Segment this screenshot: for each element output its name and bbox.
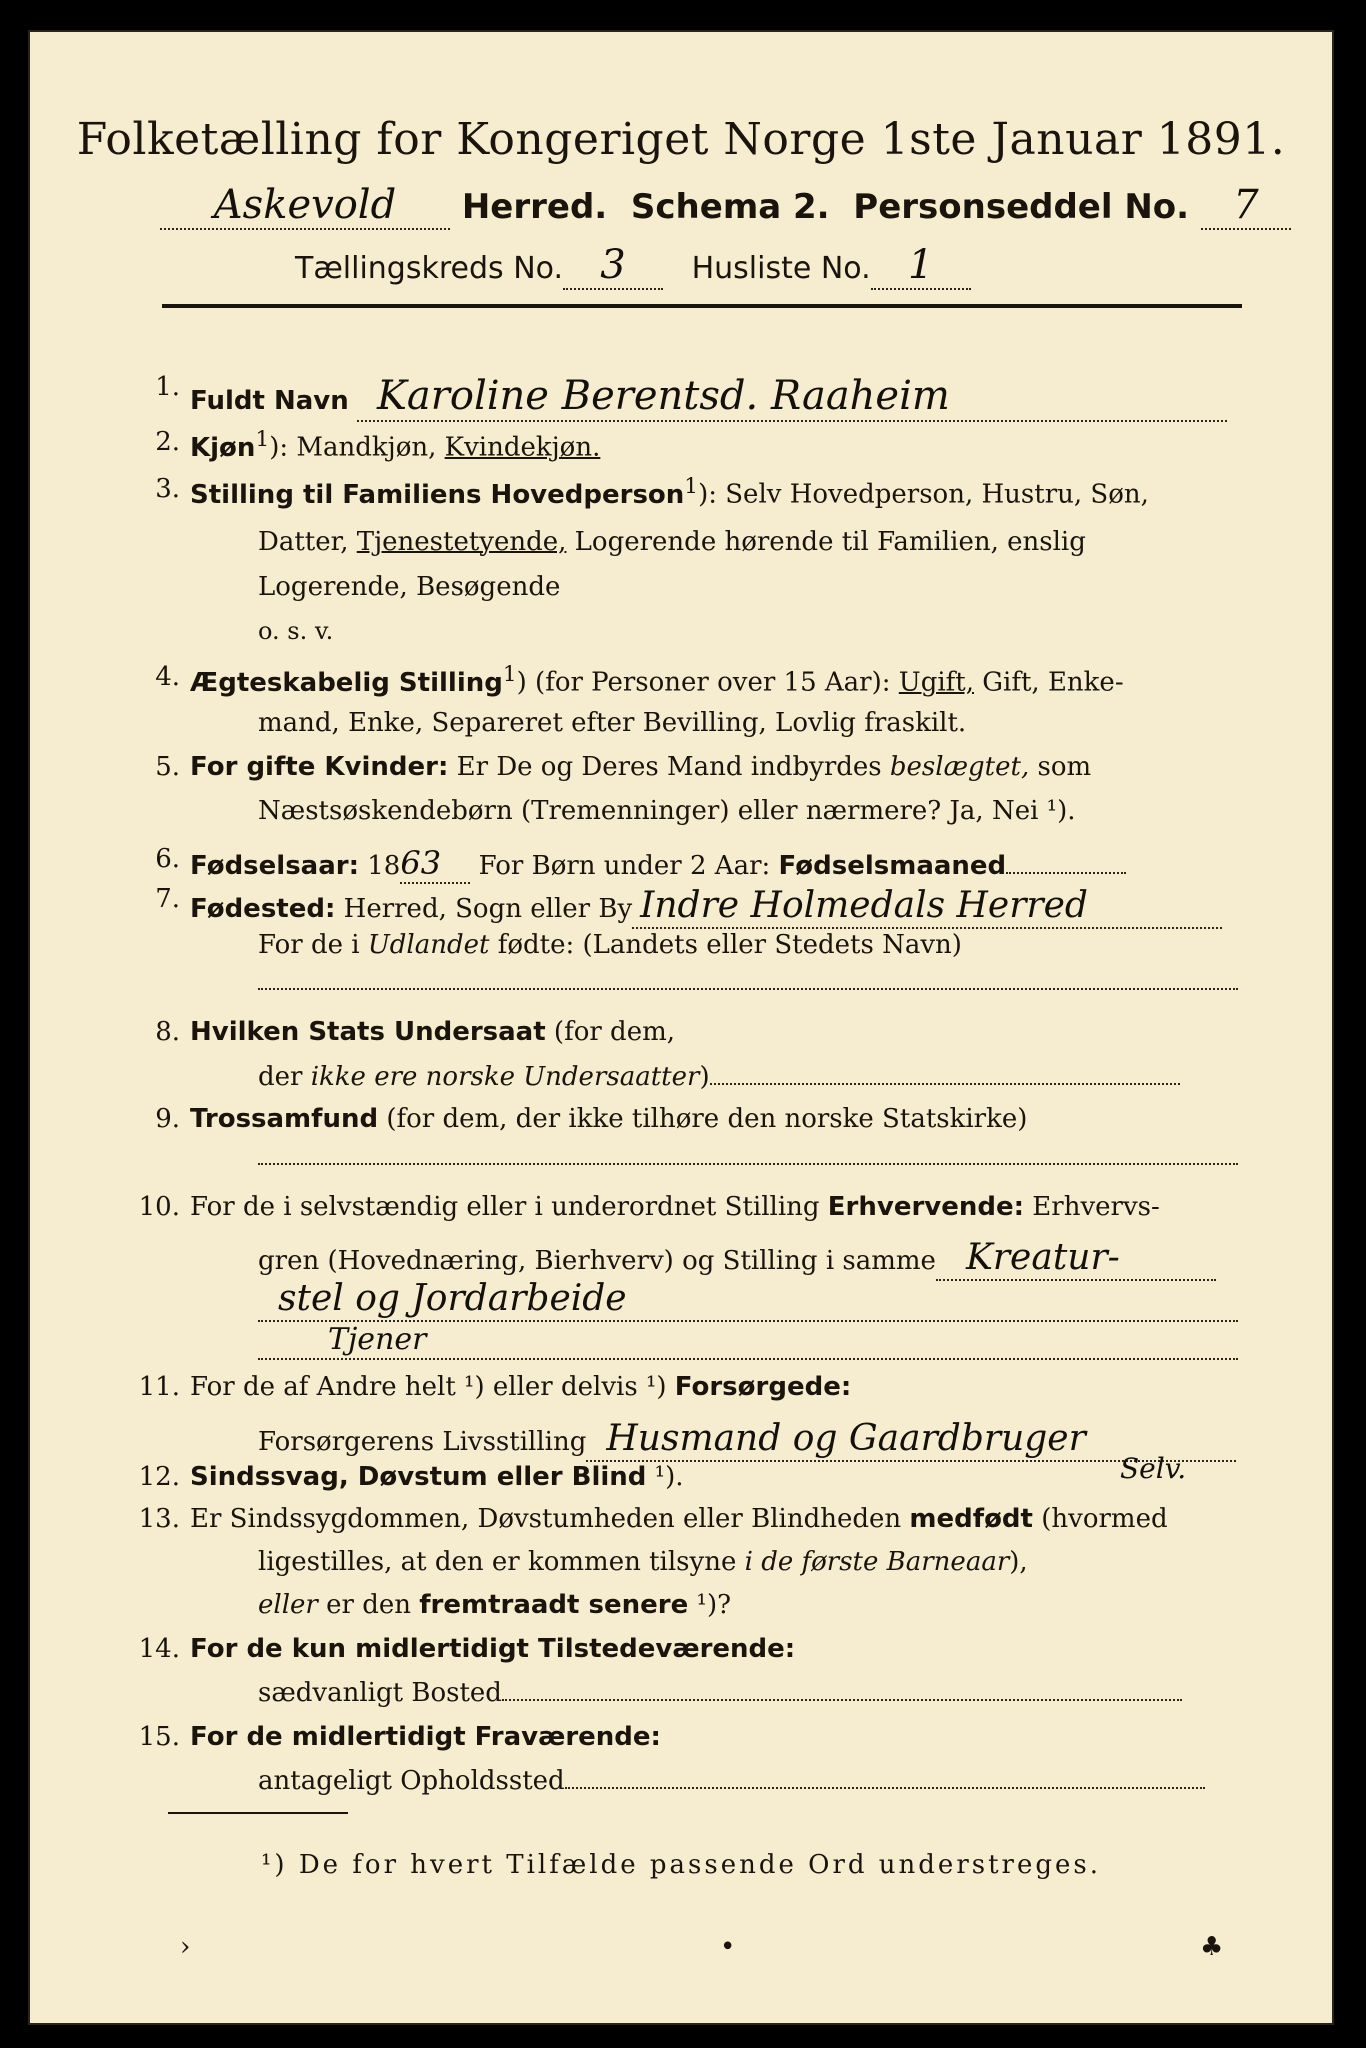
family-position-options: ): Selv Hovedperson, Hustru, Søn, bbox=[698, 479, 1149, 510]
occupation-field-3 bbox=[258, 1322, 1238, 1360]
temporary-absent-label: For de midlertidigt Fraværende: bbox=[190, 1722, 661, 1752]
question-text: ¹)? bbox=[688, 1590, 732, 1620]
item-number: 11. bbox=[138, 1372, 180, 1402]
full-name-value: Karoline Berentsd. Raaheim bbox=[377, 373, 950, 419]
occupation-field-2 bbox=[258, 1277, 1238, 1322]
item-7-line2 bbox=[258, 930, 962, 961]
item-number: 12. bbox=[138, 1462, 180, 1492]
item-number: 10. bbox=[138, 1192, 180, 1222]
item-number: 6. bbox=[155, 844, 180, 874]
item-number: 13. bbox=[138, 1504, 180, 1534]
footnote-divider bbox=[168, 1812, 348, 1814]
birthplace-field bbox=[632, 884, 1222, 929]
question-text: ¹). bbox=[646, 1462, 684, 1492]
item-13-line3 bbox=[258, 1590, 731, 1621]
item-3-line2 bbox=[258, 527, 1086, 558]
item-number: 15. bbox=[138, 1722, 180, 1752]
census-form bbox=[28, 30, 1334, 2025]
option-text: Datter, bbox=[258, 527, 357, 557]
item-14-line2 bbox=[258, 1678, 1182, 1709]
option-text: Logerende hørende til Familien, enslig bbox=[566, 527, 1086, 557]
item-11-line2 bbox=[258, 1417, 1236, 1462]
sex-label: Kjøn bbox=[190, 432, 256, 463]
question-italic: beslægtet, bbox=[889, 752, 1030, 782]
question-text: Erhvervs- bbox=[1024, 1192, 1160, 1222]
corner-mark: › bbox=[180, 1932, 191, 1962]
item-4-line2: mand, Enke, Separeret efter Bevilling, Lovlig fraskilt. bbox=[258, 708, 967, 738]
question-text: Er Sindssygdommen, Døvstumheden eller Blindheden bbox=[190, 1504, 910, 1534]
question-italic: ikke ere norske Undersaatter bbox=[310, 1062, 700, 1092]
occupation-value-3: Tjener bbox=[328, 1322, 427, 1357]
taellingskreds-value: 3 bbox=[600, 242, 626, 288]
occupation-label: Erhvervende: bbox=[827, 1192, 1025, 1222]
foreign-birthplace-field bbox=[258, 967, 1238, 998]
item-number: 4. bbox=[155, 662, 180, 692]
question-text: (hvormed bbox=[1032, 1504, 1168, 1534]
sex-options: ): Mandkjøn, bbox=[269, 432, 445, 463]
birth-year-value: 63 bbox=[400, 844, 442, 882]
corner-mark: • bbox=[720, 1932, 736, 1962]
birth-month-field bbox=[1006, 872, 1126, 874]
item-7 bbox=[130, 884, 1222, 929]
birth-year-field bbox=[400, 844, 470, 884]
question-italic: eller bbox=[258, 1590, 318, 1620]
item-5 bbox=[130, 752, 1091, 783]
sex-selected: Kvindekjøn. bbox=[444, 432, 601, 463]
personseddel-label: Personseddel No. bbox=[853, 187, 1190, 227]
full-name-label: Fuldt Navn bbox=[190, 386, 349, 416]
footnote-ref: 1 bbox=[684, 474, 699, 499]
taellingskreds-label: Tællingskreds No. bbox=[295, 251, 563, 286]
item-number: 1. bbox=[155, 372, 180, 402]
religion-field bbox=[258, 1142, 1238, 1173]
tellingskreds-line bbox=[295, 242, 971, 290]
provider-extra-note: Selv. bbox=[1120, 1452, 1187, 1485]
footnote-ref: 1 bbox=[255, 427, 270, 452]
question-italic: Udlandet bbox=[367, 930, 490, 960]
question-text: For Børn under 2 Aar: bbox=[470, 851, 779, 881]
header-divider bbox=[162, 304, 1242, 308]
form-title: Folketælling for Kongeriget Norge 1ste Januar 1891. bbox=[76, 114, 1286, 165]
family-position-selected: Tjenestetyende, bbox=[356, 527, 567, 557]
taellingskreds-field bbox=[563, 242, 663, 290]
birthplace-value: Indre Holmedals Herred bbox=[640, 885, 1088, 926]
question-text: er den bbox=[317, 1590, 420, 1620]
item-13-line2 bbox=[258, 1547, 1028, 1578]
husliste-field bbox=[871, 242, 971, 290]
item-number: 3. bbox=[155, 474, 180, 504]
option-text: ) (for Personer over 15 Aar): bbox=[516, 667, 899, 698]
question-text: antageligt Opholdssted bbox=[258, 1766, 565, 1796]
footnote: ¹) De for hvert Tilfælde passende Ord understreges. bbox=[260, 1850, 1101, 1880]
husliste-value: 1 bbox=[907, 242, 934, 288]
birth-year-prefix: 18 bbox=[359, 851, 401, 881]
footnote-ref: 1 bbox=[502, 662, 517, 687]
congenital-label: medfødt bbox=[909, 1504, 1033, 1534]
item-15 bbox=[130, 1722, 661, 1753]
item-number: 9. bbox=[155, 1104, 180, 1134]
citizenship-field bbox=[710, 1083, 1180, 1085]
form-header-line bbox=[160, 182, 1260, 230]
item-2 bbox=[130, 427, 600, 464]
question-text: som bbox=[1029, 752, 1092, 782]
item-5-line2: Næstsøskendebørn (Tremenninger) eller nærmere? Ja, Nei ¹). bbox=[258, 796, 1076, 826]
question-text: (for dem, bbox=[545, 1017, 675, 1047]
item-9 bbox=[130, 1104, 1027, 1135]
item-12 bbox=[130, 1462, 684, 1493]
presumed-residence-field bbox=[565, 1787, 1205, 1789]
item-15-line2 bbox=[258, 1766, 1205, 1797]
item-number: 2. bbox=[155, 427, 180, 457]
marital-status-selected: Ugift, bbox=[898, 667, 974, 698]
item-3 bbox=[130, 474, 1149, 511]
item-number: 14. bbox=[138, 1634, 180, 1664]
question-text: sædvanligt Bosted bbox=[258, 1678, 502, 1708]
item-number: 8. bbox=[155, 1017, 180, 1047]
birth-month-label: Fødselsmaaned bbox=[778, 851, 1007, 881]
occupation-value-2: stel og Jordarbeide bbox=[278, 1278, 627, 1319]
item-6 bbox=[130, 844, 1126, 884]
item-13 bbox=[130, 1504, 1168, 1535]
item-3-line4: o. s. v. bbox=[258, 617, 334, 645]
item-10 bbox=[130, 1192, 1160, 1223]
occupation-value-1: Kreatur- bbox=[965, 1237, 1120, 1278]
item-4 bbox=[130, 662, 1124, 699]
option-text: Gift, Enke- bbox=[974, 667, 1124, 698]
item-number: 5. bbox=[155, 752, 180, 782]
question-text: For de i selvstændig eller i underordnet Stilling bbox=[190, 1192, 828, 1222]
question-italic: i de første Barneaar bbox=[744, 1547, 1010, 1577]
item-8 bbox=[130, 1017, 675, 1048]
birthplace-label: Fødested: bbox=[190, 894, 336, 924]
question-text: der bbox=[258, 1062, 311, 1092]
family-position-label: Stilling til Familiens Hovedperson bbox=[190, 479, 685, 510]
birth-year-label: Fødselsaar: bbox=[190, 851, 359, 881]
temporary-present-label: For de kun midlertidigt Tilstedeværende: bbox=[190, 1634, 796, 1664]
supported-label: Forsørgede: bbox=[674, 1372, 852, 1402]
item-11 bbox=[130, 1372, 851, 1403]
citizenship-label: Hvilken Stats Undersaat bbox=[190, 1017, 546, 1047]
question-text: Herred, Sogn eller By bbox=[335, 894, 633, 924]
occupation-field-1 bbox=[936, 1236, 1216, 1281]
herred-label: Herred. bbox=[461, 187, 608, 227]
item-14 bbox=[130, 1634, 795, 1665]
item-1 bbox=[130, 372, 1227, 422]
question-text: ligestilles, at den er kommen tilsyne bbox=[258, 1547, 745, 1577]
item-8-line2 bbox=[258, 1062, 1180, 1093]
marital-status-label: Ægteskabelig Stilling bbox=[190, 667, 503, 698]
disability-label: Sindssvag, Døvstum eller Blind bbox=[190, 1462, 647, 1492]
corner-mark: ♣ bbox=[1200, 1932, 1224, 1962]
question-text: gren (Hovednæring, Bierhverv) og Stilling i samme bbox=[258, 1246, 936, 1276]
question-text: (for dem, der ikke tilhøre den norske Statskirke) bbox=[378, 1104, 1028, 1134]
personseddel-field bbox=[1201, 182, 1291, 230]
personseddel-value: 7 bbox=[1233, 182, 1259, 228]
herred-value: Askevold bbox=[213, 182, 397, 228]
question-text: Forsørgerens Livsstilling bbox=[258, 1427, 587, 1457]
religion-label: Trossamfund bbox=[190, 1104, 379, 1134]
question-text: ) bbox=[699, 1062, 710, 1092]
question-text: For de af Andre helt ¹) eller delvis ¹) bbox=[190, 1372, 675, 1402]
item-10-line2 bbox=[258, 1236, 1216, 1281]
schema-label: Schema 2. bbox=[630, 187, 830, 227]
question-text: fødte: (Landets eller Stedets Navn) bbox=[489, 930, 962, 960]
full-name-field bbox=[357, 372, 1227, 422]
usual-residence-field bbox=[502, 1699, 1182, 1701]
item-3-line3: Logerende, Besøgende bbox=[258, 572, 561, 602]
question-text: Er De og Deres Mand indbyrdes bbox=[448, 752, 890, 782]
husliste-label: Husliste No. bbox=[691, 251, 871, 286]
question-text: ), bbox=[1009, 1547, 1028, 1577]
herred-value-field bbox=[160, 182, 450, 230]
item-number: 7. bbox=[155, 884, 180, 914]
married-women-label: For gifte Kvinder: bbox=[190, 752, 449, 782]
provider-occupation-value: Husmand og Gaardbruger bbox=[606, 1418, 1086, 1459]
acquired-later-label: fremtraadt senere bbox=[419, 1590, 689, 1620]
question-text: For de i bbox=[258, 930, 368, 960]
